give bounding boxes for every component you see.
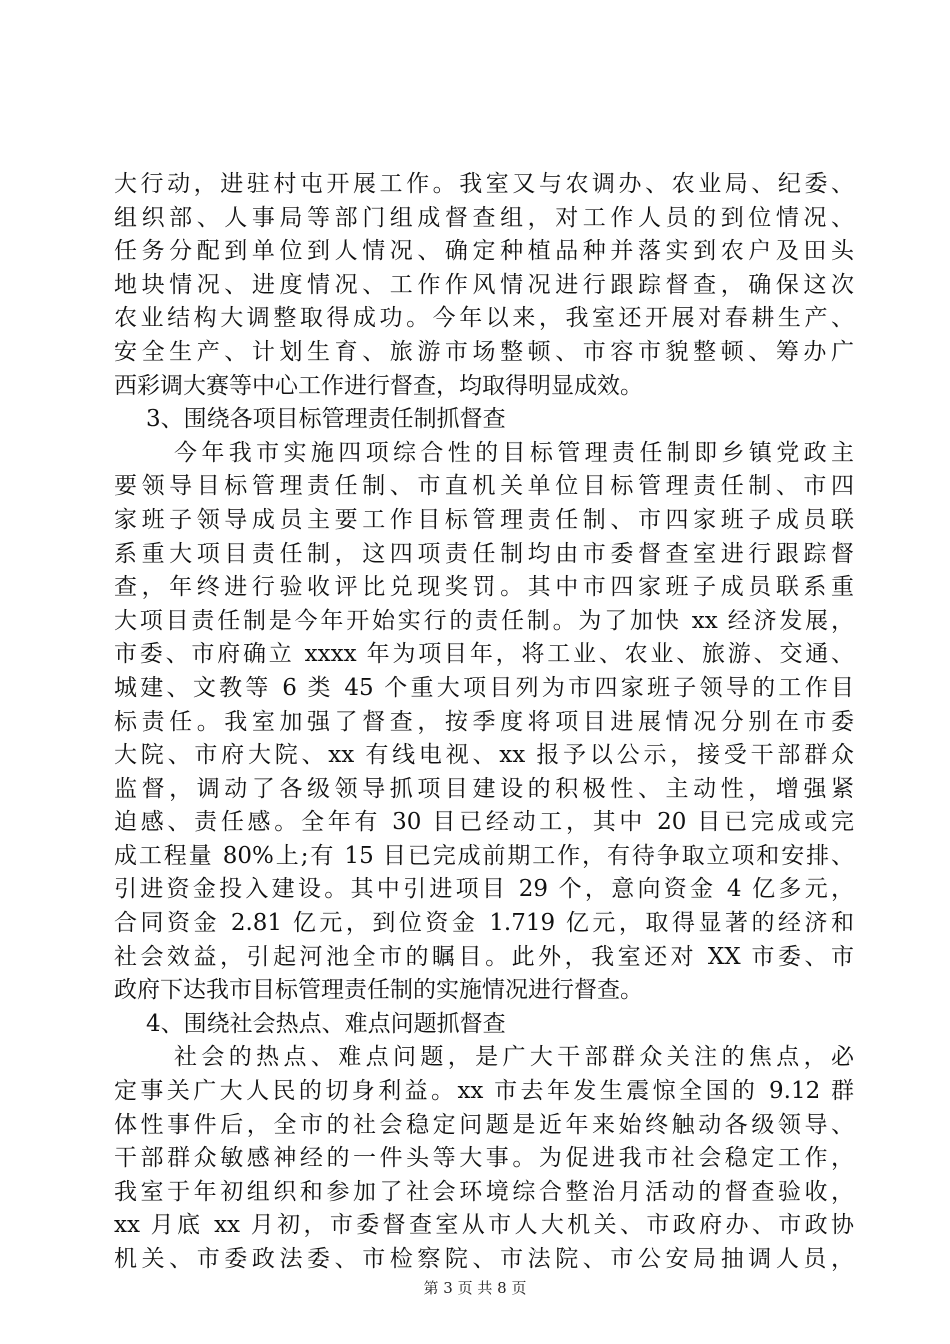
text-line: 地块情况、进度情况、工作作风情况进行跟踪督查，确保这次	[114, 271, 854, 298]
text-line: 社会效益，引起河池全市的瞩目。此外，我室还对 XX 市委、市	[114, 943, 854, 970]
text-line: 我室于年初组织和参加了社会环境综合整治月活动的督查验收，	[114, 1178, 854, 1205]
text-line: 干部群众敏感神经的一件头等大事。为促进我市社会稳定工作，	[114, 1145, 854, 1172]
text-line: 西彩调大赛等中心工作进行督查，均取得明显成效。	[114, 372, 643, 399]
section-heading: 3、围绕各项目标管理责任制抓督查	[146, 406, 506, 433]
text-line: 成工程量 80%上;有 15 目已完成前期工作，有待争取立项和安排、	[114, 842, 854, 869]
text-line: 机关、市委政法委、市检察院、市法院、市公安局抽调人员，	[114, 1246, 854, 1272]
text-line: 今年我市实施四项综合性的目标管理责任制即乡镇党政主	[174, 439, 854, 466]
text-line: 市委、市府确立 xxxx 年为项目年，将工业、农业、旅游、交通、	[114, 641, 854, 668]
text-line: 查，年终进行验收评比兑现奖罚。其中市四家班子成员联系重	[114, 574, 854, 601]
text-line: 监督，调动了各级领导抓项目建设的积极性、主动性，增强紧	[114, 775, 854, 802]
text-line: 大行动，进驻村屯开展工作。我室又与农调办、农业局、纪委、	[114, 171, 854, 197]
text-line: 城建、文教等 6 类 45 个重大项目列为市四家班子领导的工作目	[114, 674, 854, 701]
text-line: 社会的热点、难点问题，是广大干部群众关注的焦点，必	[174, 1044, 854, 1071]
text-line: 要领导目标管理责任制、市直机关单位目标管理责任制、市四	[114, 473, 854, 500]
text-line: 迫感、责任感。全年有 30 目已经动工，其中 20 目已完成或完	[114, 809, 854, 836]
text-line: 合同资金 2.81 亿元，到位资金 1.719 亿元，取得显著的经济和	[114, 910, 854, 937]
section-heading: 4、围绕社会热点、难点问题抓督查	[146, 1010, 506, 1037]
text-line: 大院、市府大院、xx 有线电视、xx 报予以公示，接受干部群众	[114, 742, 854, 769]
text-line: 政府下达我市目标管理责任制的实施情况进行督查。	[114, 977, 643, 1004]
text-line: 体性事件后，全市的社会稳定问题是近年来始终触动各级领导、	[114, 1111, 854, 1138]
text-line: 定事关广大人民的切身利益。xx 市去年发生震惊全国的 9.12 群	[114, 1078, 854, 1105]
text-line: xx 月底 xx 月初，市委督查室从市人大机关、市政府办、市政协	[114, 1212, 854, 1239]
text-line: 标责任。我室加强了督查，按季度将项目进展情况分别在市委	[114, 708, 854, 735]
page-number: 第 3 页 共 8 页	[423, 1279, 527, 1297]
text-line: 安全生产、计划生育、旅游市场整顿、市容市貌整顿、筹办广	[114, 338, 854, 365]
text-line: 农业结构大调整取得成功。今年以来，我室还开展对春耕生产、	[114, 305, 854, 332]
text-line: 任务分配到单位到人情况、确定种植品种并落实到农户及田头	[114, 238, 854, 265]
text-line: 组织部、人事局等部门组成督查组，对工作人员的到位情况、	[114, 204, 854, 231]
text-line: 家班子领导成员主要工作目标管理责任制、市四家班子成员联	[114, 506, 854, 533]
text-line: 引进资金投入建设。其中引进项目 29 个，意向资金 4 亿多元，	[114, 876, 854, 903]
document-body	[114, 168, 854, 1277]
text-line: 大项目责任制是今年开始实行的责任制。为了加快 xx 经济发展，	[114, 607, 854, 634]
text-line: 系重大项目责任制，这四项责任制均由市委督查室进行跟踪督	[114, 540, 854, 567]
page-footer	[0, 1277, 950, 1298]
